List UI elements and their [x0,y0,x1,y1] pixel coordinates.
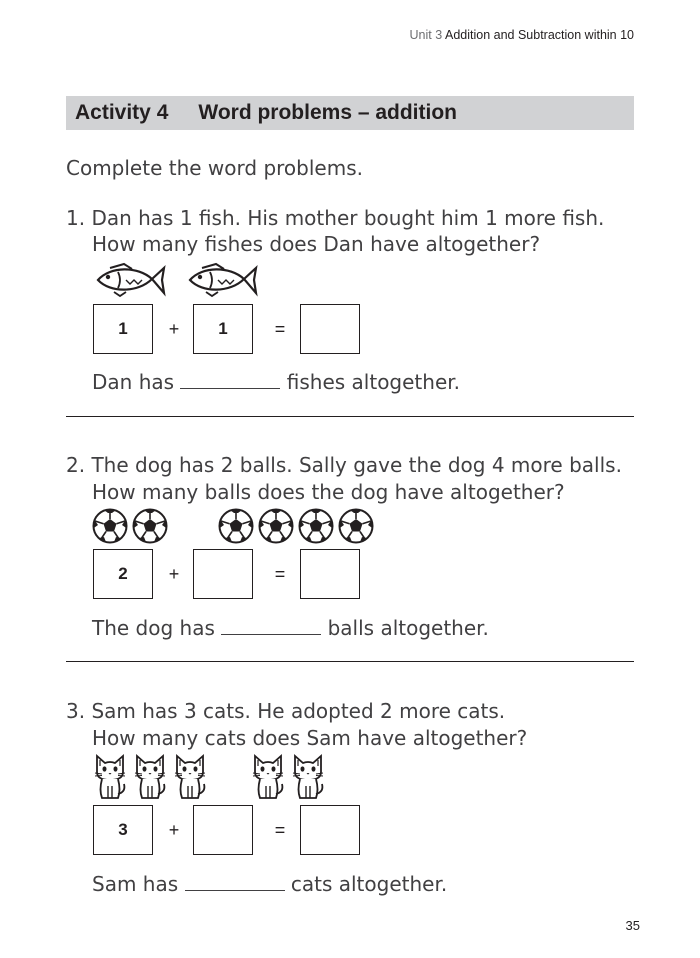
problem-1-result-box[interactable] [300,304,360,354]
problem-3-line-1: 3. Sam has 3 cats. He adopted 2 more cats. [66,699,506,723]
plus-sign: + [168,564,180,584]
answer-text-before: The dog has [92,616,215,640]
problem-2-line-2: How many balls does the dog have altogether? [92,480,565,504]
problem-3-result-box[interactable] [300,805,360,855]
cat-icon [250,752,286,800]
plus-sign: + [168,319,180,339]
problem-3-addend-1-box: 3 [93,805,153,855]
answer-text-after: fishes altogether. [286,370,460,394]
cat-icon [172,752,208,800]
section-divider [66,661,634,662]
equals-sign: = [274,564,286,584]
problem-2-answer-blank[interactable] [221,616,321,635]
running-header [410,28,634,42]
soccer-ball-icon [92,508,128,544]
problem-2-addend-1-box: 2 [93,549,153,599]
instruction-text: Complete the word problems. [66,156,363,180]
problem-3-line-2: How many cats does Sam have altogether? [92,726,528,750]
section-divider [66,416,634,417]
unit-label: Unit 3 [409,28,443,42]
soccer-ball-icon [132,508,168,544]
soccer-ball-icon [218,508,254,544]
cat-icon [92,752,128,800]
equals-sign: = [274,319,286,339]
fish-icon [184,262,258,298]
activity-number: Activity 4 [75,101,169,124]
problem-3-addend-2-box[interactable] [193,805,253,855]
problem-2-addend-2-box[interactable] [193,549,253,599]
unit-title: Addition and Subtraction within 10 [444,28,634,42]
page-number: 35 [625,918,640,933]
problem-1-addend-2-box: 1 [193,304,253,354]
plus-sign: + [168,820,180,840]
activity-title: Word problems – addition [198,101,457,124]
answer-text-before: Sam has [92,872,179,896]
soccer-ball-icon [338,508,374,544]
problem-2-result-box[interactable] [300,549,360,599]
soccer-ball-icon [258,508,294,544]
answer-text-after: cats altogether. [290,872,448,896]
fish-icon [92,262,166,298]
problem-1-addend-1-box: 1 [93,304,153,354]
problem-3-answer-blank[interactable] [185,872,285,891]
activity-heading [66,96,634,130]
cat-icon [290,752,326,800]
problem-1-answer-blank[interactable] [180,370,280,389]
answer-text-after: balls altogether. [327,616,489,640]
problem-2-line-1: 2. The dog has 2 balls. Sally gave the dog 4 more balls. [66,453,622,477]
problem-1-line-1: 1. Dan has 1 fish. His mother bought him 1 more fish. [66,206,605,230]
problem-1-line-2: How many fishes does Dan have altogether? [92,232,541,256]
problem-2-answer-sentence [92,616,489,640]
answer-text-before: Dan has [92,370,175,394]
equals-sign: = [274,820,286,840]
problem-1-answer-sentence [92,370,460,394]
soccer-ball-icon [298,508,334,544]
problem-3-answer-sentence [92,872,447,896]
cat-icon [132,752,168,800]
